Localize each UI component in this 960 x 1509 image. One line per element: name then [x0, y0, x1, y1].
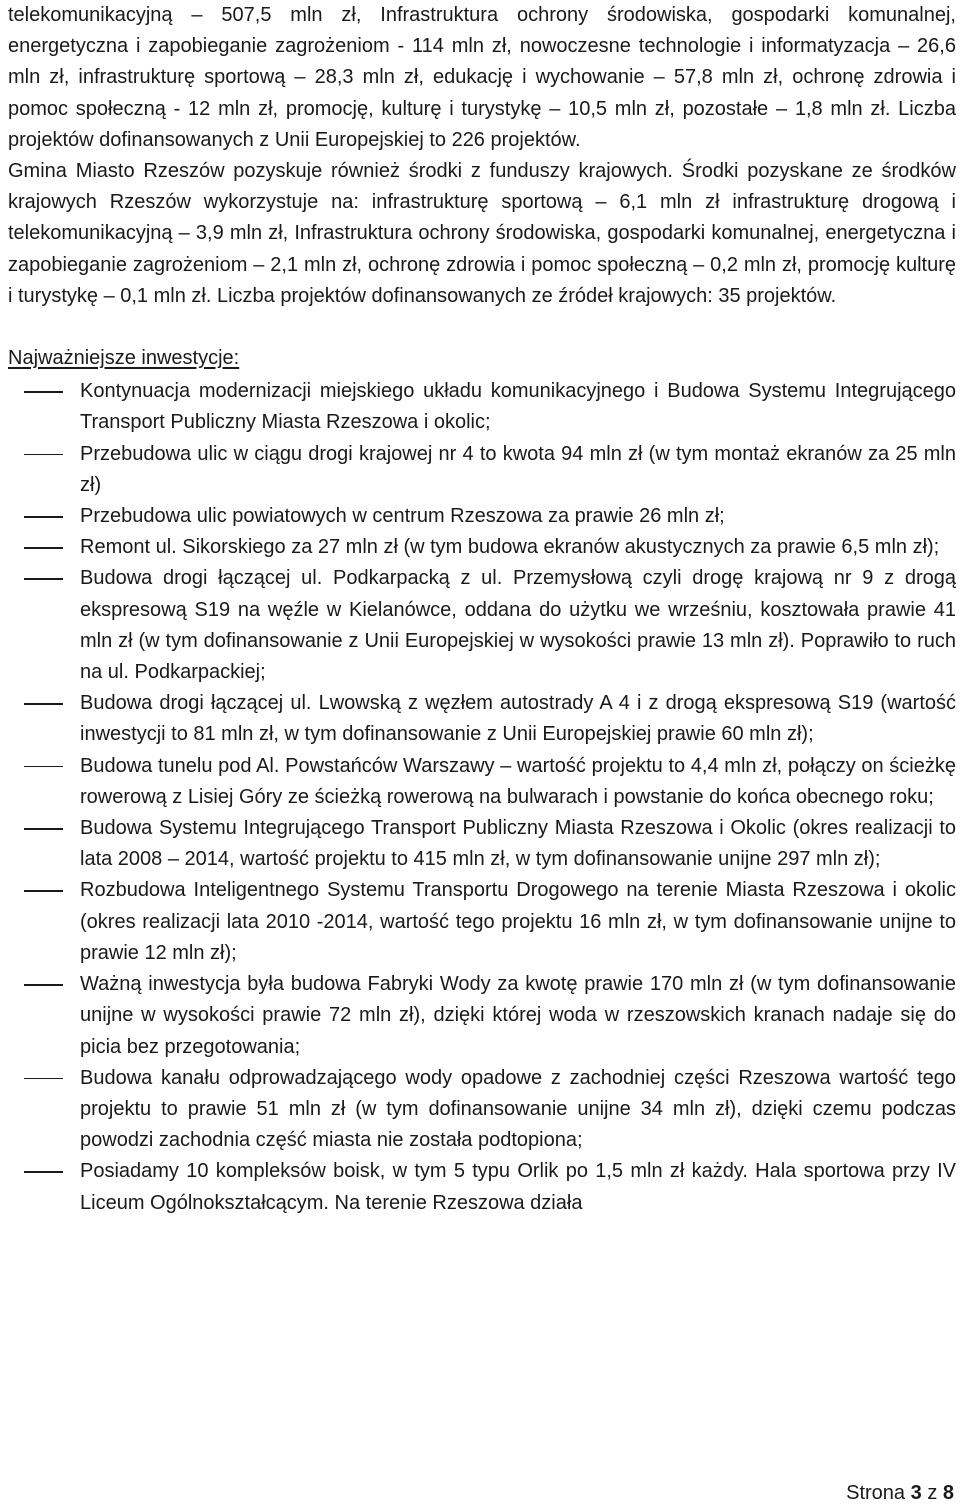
list-item — [8, 688, 956, 750]
list-item — [8, 563, 956, 688]
dash-bullet-icon — [24, 1078, 63, 1080]
list-item-text: Przebudowa ulic powiatowych w centrum Rzeszowa za prawie 26 mln zł; — [80, 505, 725, 528]
list-item-text: Przebudowa ulic w ciągu drogi krajowej nr 4 to kwota 94 mln zł (w tym montaż ekranów za 25 mln zł) — [80, 442, 956, 496]
list-item — [8, 532, 956, 563]
list-item-text: Budowa Systemu Integrującego Transport Publiczny Miasta Rzeszowa i Okolic (okres realizacji to lata 2008 – 2014, wartość projektu to 415 mln zł, w tym dofinansowanie unijne 297 mln zł); — [80, 817, 956, 871]
list-item-text: Rozbudowa Inteligentnego Systemu Transportu Drogowego na terenie Miasta Rzeszowa i okolic (okres realizacji lata 2010 -2014, wartość tego projektu 16 mln zł, w tym dofinansowanie unijne to prawie 12 mln zł); — [80, 879, 956, 964]
investments-list — [8, 376, 956, 1218]
list-item-text: Budowa drogi łączącej ul. Lwowską z węzłem autostrady A 4 i z drogą ekspresową S19 (wartość inwestycji to 81 mln zł, w tym dofinansowanie z Unii Europejskiej prawie 60 mln zł); — [80, 692, 956, 746]
list-item — [8, 1063, 956, 1157]
dash-bullet-icon — [24, 391, 63, 393]
total-pages-number: 8 — [942, 1482, 954, 1504]
list-item-text: Remont ul. Sikorskiego za 27 mln zł (w tym budowa ekranów akustycznych za prawie 6,5 mln zł); — [80, 536, 940, 559]
list-item — [8, 751, 956, 813]
dash-bullet-icon — [24, 984, 63, 986]
dash-bullet-icon — [24, 547, 63, 549]
page-label: Strona — [846, 1482, 906, 1504]
document-page — [8, 0, 956, 1219]
list-item — [8, 376, 956, 438]
paragraph-eu-funds: telekomunikacyjną – 507,5 mln zł, Infrastruktura ochrony środowiska, gospodarki komunalnej, energetyczna i zapobieganie zagrożeniom - 114 mln zł, nowoczesne technologie i informatyzacja – 26,6 mln zł, infrastrukturę sportową – 28,3 mln zł, edukację i wychowanie – 57,8 mln zł, ochronę zdrowia i pomoc społeczną - 12 mln zł, promocję, kulturę i turystykę – 10,5 mln zł, pozostałe – 1,8 mln zł. Liczba projektów dofinansowanych z Unii Europejskiej to 226 projektów. — [8, 4, 956, 151]
current-page-number: 3 — [910, 1482, 922, 1504]
section-heading: Najważniejsze inwestycje: — [8, 347, 240, 370]
page-of-label: z — [927, 1482, 938, 1504]
list-item-text: Kontynuacja modernizacji miejskiego układu komunikacyjnego i Budowa Systemu Integrującego Transport Publiczny Miasta Rzeszowa i okolic; — [80, 380, 956, 434]
list-item-text: Budowa tunelu pod Al. Powstańców Warszawy – wartość projektu to 4,4 mln zł, połączy on ścieżkę rowerową z Lisiej Góry ze ścieżką rowerową na bulwarach i powstanie do końca obecnego roku; — [80, 754, 956, 808]
list-item — [8, 439, 956, 501]
dash-bullet-icon — [24, 516, 63, 518]
dash-bullet-icon — [24, 890, 63, 892]
paragraph-national-funds: Gmina Miasto Rzeszów pozyskuje również środki z funduszy krajowych. Środki pozyskane ze środków krajowych Rzeszów wykorzystuje na: infrastrukturę sportową – 6,1 mln zł infrastrukturę drogową i telekomunikacyjną – 3,9 mln zł, Infrastruktura ochrony środowiska, gospodarki komunalnej, energetyczna i zapobieganie zagrożeniom – 2,1 mln zł, ochronę zdrowia i pomoc społeczną – 0,2 mln zł, promocję kulturę i turystykę – 0,1 mln zł. Liczba projektów dofinansowanych ze źródeł krajowych: 35 projektów. — [8, 160, 956, 307]
list-item — [8, 875, 956, 969]
dash-bullet-icon — [24, 454, 63, 456]
list-item-text: Budowa kanału odprowadzającego wody opadowe z zachodniej części Rzeszowa wartość tego projektu to prawie 51 mln zł (w tym dofinansowanie unijne 34 mln zł), dzięki czemu podczas powodzi zachodnia część miasta nie została podtopiona; — [80, 1066, 956, 1152]
list-item-text: Posiadamy 10 kompleksów boisk, w tym 5 typu Orlik po 1,5 mln zł każdy. Hala sportowa przy IV Liceum Ogólnokształcącym. Na terenie Rzeszowa działa — [80, 1160, 956, 1214]
list-item-text: Budowa drogi łączącej ul. Podkarpacką z ul. Przemysłową czyli drogę krajową nr 9 z drogą ekspresową S19 na węźle w Kielanówce, oddana do użytku we wrześniu, kosztowała prawie 41 mln zł (w tym dofinansowanie z Unii Europejskiej w wysokości prawie 13 mln zł). Poprawiło to ruch na ul. Podkarpackiej; — [80, 567, 956, 684]
dash-bullet-icon — [24, 703, 63, 705]
dash-bullet-icon — [24, 766, 63, 768]
dash-bullet-icon — [24, 1171, 63, 1173]
list-item-text: Ważną inwestycja była budowa Fabryki Wody za kwotę prawie 170 mln zł (w tym dofinansowanie unijne w wysokości prawie 72 mln zł), dzięki której woda w rzeszowskich kranach nadaje się do picia bez przegotowania; — [80, 973, 956, 1058]
list-item — [8, 1156, 956, 1218]
list-item — [8, 813, 956, 875]
dash-bullet-icon — [24, 828, 63, 830]
list-item — [8, 501, 956, 532]
dash-bullet-icon — [24, 578, 63, 580]
page-number-footer — [846, 1481, 954, 1505]
list-item — [8, 969, 956, 1063]
